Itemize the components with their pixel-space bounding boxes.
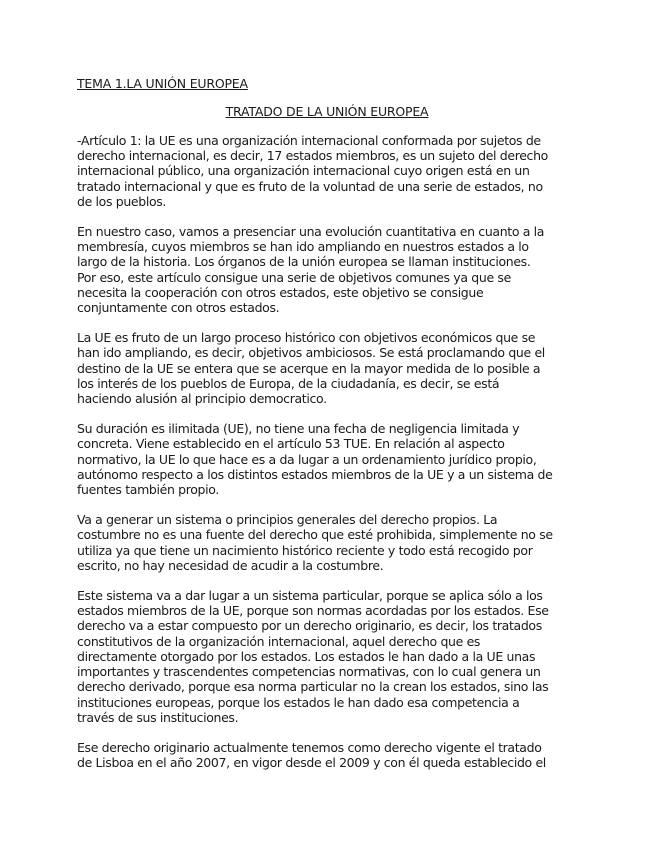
paragraph-line: través de sus instituciones.: [77, 709, 239, 725]
paragraph-line: Este sistema va a dar lugar a un sistema particular, porque se aplica sólo a los: [77, 588, 543, 604]
paragraph-line: membresía, cuyos miembros se han ido ampliando en nuestros estados a lo: [77, 239, 529, 255]
paragraph-6: [77, 588, 577, 725]
paragraph-2: [77, 224, 577, 315]
paragraph-line: haciendo alusión al principio democratico.: [77, 391, 327, 407]
page-title: TEMA 1.LA UNIÓN EUROPEA: [77, 76, 248, 91]
paragraph-line: internacional público, una organización internacional cuyo origen está en un: [77, 163, 530, 179]
paragraph-line: conjuntamente con otros estados.: [77, 300, 280, 316]
paragraph-line: En nuestro caso, vamos a presenciar una evolución cuantitativa en cuanto a la: [77, 224, 545, 240]
paragraph-line: los interés de los pueblos de Europa, de la ciudadanía, es decir, se está: [77, 375, 500, 391]
paragraph-line: tratado internacional y que es fruto de la voluntad de una serie de estados, no: [77, 178, 543, 194]
paragraph-line: instituciones europeas, porque los estados le han dado esa competencia a: [77, 694, 520, 710]
paragraph-line: normativo, la UE lo que hace es a da lugar a un ordenamiento jurídico propio,: [77, 451, 537, 467]
paragraph-line: de los pueblos.: [77, 193, 167, 209]
paragraph-line: derecho internacional, es decir, 17 estados miembros, es un sujeto del derecho: [77, 148, 548, 164]
paragraph-4: [77, 421, 577, 497]
paragraph-line: autónomo respecto a los distintos estados miembros de la UE y a un sistema de: [77, 466, 553, 482]
document-body: [77, 76, 577, 785]
paragraph-line: importantes y trascendentes competencias normativas, con lo cual genera un: [77, 664, 541, 680]
paragraph-line: de Lisboa en el año 2007, en vigor desde el 2009 y con él queda establecido el: [77, 755, 546, 771]
paragraph-line: costumbre no es una fuente del derecho que esté prohibida, simplemente no se: [77, 527, 553, 543]
paragraph-7: [77, 740, 577, 770]
paragraph-5: [77, 512, 577, 573]
paragraph-1: [77, 133, 577, 209]
paragraph-line: largo de la historia. Los órganos de la unión europea se llaman instituciones.: [77, 254, 531, 270]
paragraph-line: escrito, no hay necesidad de acudir a la costumbre.: [77, 557, 384, 573]
paragraph-line: derecho va a estar compuesto por un derecho originario, es decir, los tratados: [77, 618, 542, 634]
paragraph-line: utiliza ya que tiene un nacimiento histórico reciente y todo está recogido por: [77, 542, 533, 558]
paragraph-line: Va a generar un sistema o principios generales del derecho propios. La: [77, 512, 498, 528]
paragraph-line: directamente otorgado por los estados. Los estados le han dado a la UE unas: [77, 648, 536, 664]
paragraph-line: Su duración es ilimitada (UE), no tiene una fecha de negligencia limitada y: [77, 421, 520, 437]
paragraph-line: concreta. Viene establecido en el artículo 53 TUE. En relación al aspecto: [77, 436, 505, 452]
paragraph-3: [77, 330, 577, 406]
paragraph-line: estados miembros de la UE, porque son normas acordadas por los estados. Ese: [77, 603, 549, 619]
paragraph-line: destino de la UE se entera que se acerque en la mayor medida de lo posible a: [77, 360, 541, 376]
paragraph-line: La UE es fruto de un largo proceso histórico con objetivos económicos que se: [77, 330, 536, 346]
paragraph-line: fuentes también propio.: [77, 482, 219, 498]
paragraph-line: derecho derivado, porque esa norma particular no la crean los estados, sino las: [77, 679, 549, 695]
paragraph-line: -Artículo 1: la UE es una organización internacional conformada por sujetos de: [77, 133, 541, 148]
section-title: TRATADO DE LA UNIÓN EUROPEA: [225, 104, 429, 119]
paragraph-line: Por eso, este artículo consigue una serie de objetivos comunes ya que se: [77, 269, 511, 285]
paragraph-line: constitutivos de la organización internacional, aquel derecho que es: [77, 633, 481, 649]
paragraph-line: han ido ampliando, es decir, objetivos ambiciosos. Se está proclamando que el: [77, 345, 545, 361]
paragraph-list: [77, 133, 577, 770]
paragraph-line: Ese derecho originario actualmente tenemos como derecho vigente el tratado: [77, 739, 542, 755]
paragraph-line: necesita la cooperación con otros estados, este objetivo se consigue: [77, 284, 484, 300]
